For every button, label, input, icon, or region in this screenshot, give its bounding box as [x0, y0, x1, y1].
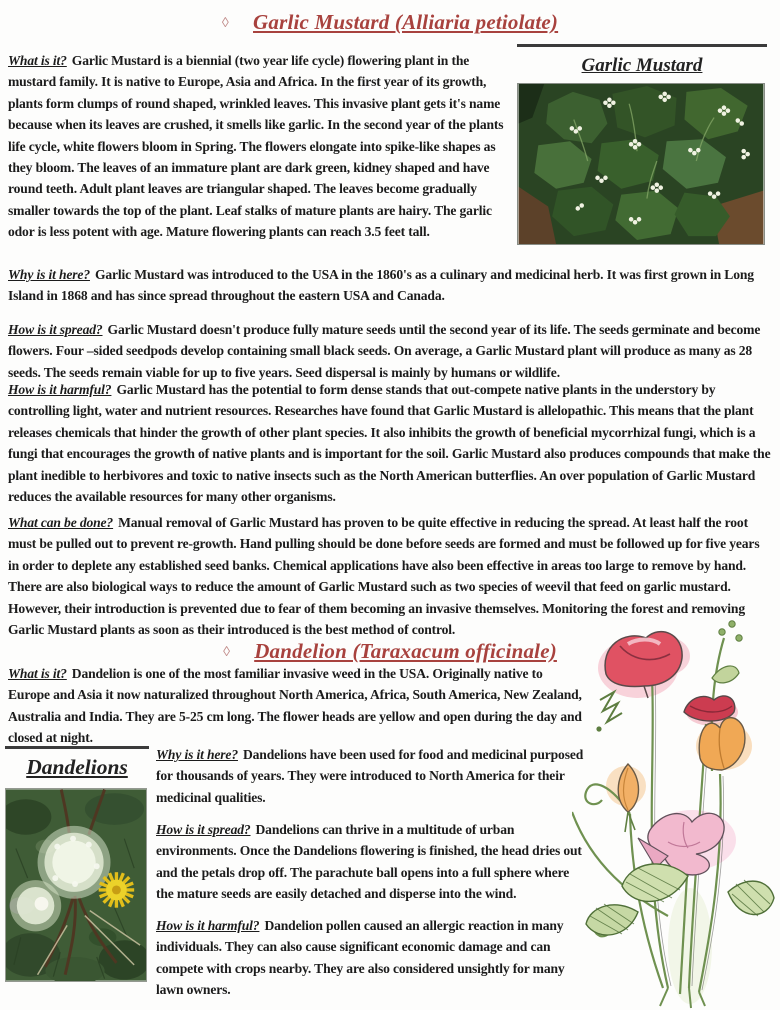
dandelions-figure	[5, 746, 149, 982]
paragraph-label: How is it harmful?	[156, 917, 260, 933]
paragraph-text: Garlic Mustard was introduced to the USA in the 1860's as a culinary and medicinal herb. It was first grown in Long Island in 1868 and has since spread throughout the eastern USA and Canada.	[8, 267, 754, 304]
paragraph-label: How is it spread?	[156, 821, 251, 837]
paragraph-label: Why is it here?	[8, 267, 90, 282]
paragraph-text: Dandelion pollen caused an allergic reaction in many individuals. They can also cause significant economic damage and can compete with crops nearby. They are also considered unsightly for many lawn owners.	[156, 917, 565, 998]
paragraph-text: Dandelion is one of the most familiar invasive weed in the USA. Originally native to Europe and Asia it now naturalized throughout North America, Africa, South America, New Zealand, Australia and India. They are 5-25 cm long. The flower heads are yellow and open during the day and closed at night.	[8, 666, 582, 746]
dandelions-figure-caption: Dandelions	[26, 755, 128, 779]
dandelion-harmful-paragraph	[156, 915, 584, 1001]
paragraph-label: How is it spread?	[8, 322, 103, 337]
figure-divider	[517, 44, 767, 47]
garlic-title-text: Garlic Mustard (Alliaria petiolate)	[253, 10, 559, 34]
flower-sketch-illustration	[572, 616, 780, 1010]
garlic-spread-paragraph	[8, 319, 771, 383]
garlic-why-paragraph	[8, 264, 771, 307]
paragraph-label: How is it harmful?	[8, 382, 112, 397]
paragraph-label: What is it?	[8, 53, 67, 68]
paragraph-label: What is it?	[8, 666, 67, 681]
garlic-mustard-title	[0, 10, 780, 35]
garlic-harmful-paragraph	[8, 379, 773, 507]
garlic-figure-caption: Garlic Mustard	[581, 55, 703, 76]
paragraph-text: Garlic Mustard is a biennial (two year life cycle) flowering plant in the mustard family. It is native to Europe, Asia and Africa. In the first year of its growth, plants form clumps of round shaped, wrinkled leaves. This invasive plant gets it's name because when its leaves are crushed, it smells like garlic. In the second year of the plants life cycle, white flowers bloom in Spring. The flowers elongate into spike-like shapes as they bloom. The leaves of an immature plant are dark green, kidney shaped and have round teeth. Adult plant leaves are triangular shaped. The leaves become gradually smaller towards the top of the plant. Leaf stalks of mature plants are hairy. The garlic odor is less potent with age. Mature flowering plants can reach 3.5 feet tall.	[8, 53, 504, 240]
paragraph-label: What can be done?	[8, 515, 114, 530]
dandelion-text-column	[156, 744, 584, 1010]
paragraph-text: Dandelions can thrive in a multitude of urban environments. Once the Dandelions flowering is finished, the head dries out and the petals drop off. The parachute ball opens into a full sphere where the mature seeds are easily detached and disperse into the wind.	[156, 821, 582, 901]
diamond-bullet-icon: ◊	[221, 16, 230, 31]
dandelion-spread-paragraph	[156, 819, 584, 905]
paragraph-text: Garlic Mustard doesn't produce fully mature seeds until the second year of its life. The seeds germinate and become flowers. Four –sided seedpods develop containing small black seeds. On average, a Garlic Mustard plant will produce as many as 28 seeds. The seeds remain viable for up to five years. Seed dispersal is mainly by humans or wildlife.	[8, 322, 761, 380]
figure-divider	[5, 746, 149, 749]
paragraph-text: Manual removal of Garlic Mustard has proven to be quite effective in reducing the spread. At least half the root must be pulled out to prevent re-growth. Hand pulling should be done before seeds are formed and must be followed up for five years in order to deplete any established seed banks. Chemical applications have also been effective in areas too large to remove by hand. There are also biological ways to reduce the amount of Garlic Mustard such as two species of weevil that feed on garlic mustard. However, their introduction is prevented due to fear of them becoming an invasive themselves. Monitoring the forest and removing Garlic Mustard plants as soon as their introduced is the best method of control.	[8, 515, 760, 638]
garlic-what-paragraph	[8, 50, 508, 243]
dandelion-why-paragraph	[156, 744, 584, 808]
paragraph-text: Garlic Mustard has the potential to form dense stands that out-compete native plants in the understory by controlling light, water and nutrient resources. Researches have found that Garlic Mustard is allelopathic. This means that the plant releases chemicals that hinder the growth of other plant species. It also inhibits the growth of beneficial mycorrhizal fungi, which is a fungi that encourages the growth of native plants and is important for the soil. Garlic Mustard also produces compounds that make the plant inedible to herbivores and toxic to native insects such as the North American butterflies. An over population of Garlic Mustard reduces the available resources for many other organisms.	[8, 382, 771, 505]
garlic-mustard-photo	[517, 83, 765, 245]
dandelion-what-paragraph	[8, 663, 582, 749]
garlic-mustard-figure	[517, 44, 767, 245]
diamond-bullet-icon: ◊	[223, 645, 231, 660]
dandelion-title-text: Dandelion (Taraxacum officinale)	[254, 639, 557, 663]
paragraph-text: Dandelions have been used for food and medicinal purposed for thousands of years. They were introduced to North America for their medicinal qualities.	[156, 747, 584, 805]
paragraph-label: Why is it here?	[156, 747, 238, 762]
dandelions-photo	[5, 788, 147, 982]
